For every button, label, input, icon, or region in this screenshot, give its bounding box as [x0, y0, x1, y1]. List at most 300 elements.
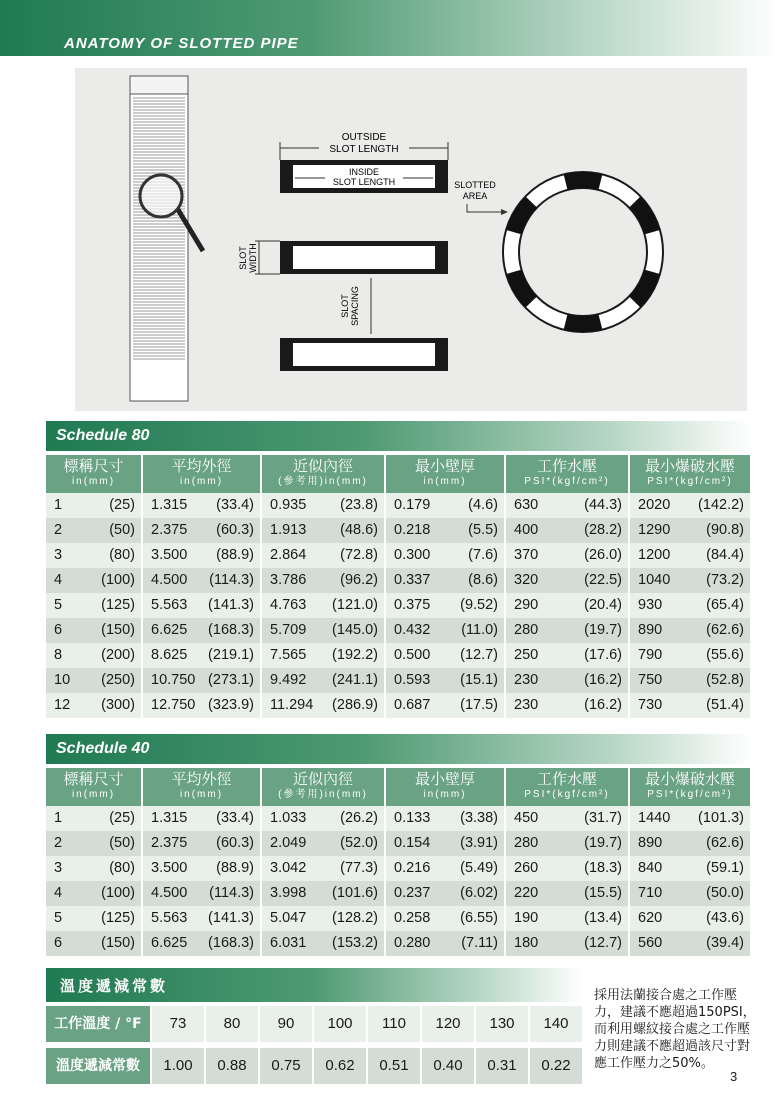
column-header-unit: (參考用)in(mm): [278, 789, 368, 800]
cell-imperial-value: 2.864: [270, 547, 307, 563]
cell-metric-value: (9.52): [460, 597, 498, 613]
cell-imperial-value: 4.763: [270, 597, 307, 613]
table-cell: [262, 618, 386, 643]
table-cell: [262, 806, 386, 831]
cell-metric-value: (60.3): [216, 835, 254, 851]
cell-metric-value: (15.1): [460, 672, 498, 688]
cell-metric-value: (15.5): [584, 885, 622, 901]
cell-metric-value: (88.9): [216, 860, 254, 876]
cell-imperial-value: 12: [54, 697, 71, 713]
table-cell: [506, 881, 630, 906]
table-cell: [506, 543, 630, 568]
cell-metric-value: (60.3): [216, 522, 254, 538]
table-cell: [386, 881, 506, 906]
table-cell: [506, 806, 630, 831]
cell-metric-value: (96.2): [340, 572, 378, 588]
column-header-unit: in(mm): [179, 476, 224, 487]
cell-metric-value: (48.6): [340, 522, 378, 538]
cell-metric-value: (6.55): [460, 910, 498, 926]
column-header: [630, 768, 752, 806]
cell-metric-value: (50.0): [706, 885, 744, 901]
cell-metric-value: (77.3): [340, 860, 378, 876]
cell-metric-value: (39.4): [706, 935, 744, 951]
cell-imperial-value: 4.500: [151, 572, 188, 588]
cell-imperial-value: 1.315: [151, 497, 188, 513]
cell-metric-value: (90.8): [706, 522, 744, 538]
cell-metric-value: (12.7): [584, 935, 622, 951]
cell-imperial-value: 5.563: [151, 597, 188, 613]
table-cell: [506, 493, 630, 518]
cell-imperial-value: 1040: [638, 572, 671, 588]
cell-imperial-value: 5.047: [270, 910, 307, 926]
temperature-value: 90: [260, 1006, 312, 1042]
cell-metric-value: (300): [101, 697, 135, 713]
cell-metric-value: (17.5): [460, 697, 498, 713]
temperature-value: 120: [422, 1006, 474, 1042]
cell-metric-value: (80): [109, 547, 135, 563]
table-cell: [386, 643, 506, 668]
cell-imperial-value: 0.593: [394, 672, 431, 688]
cell-metric-value: (125): [101, 597, 135, 613]
table-cell: [46, 643, 143, 668]
inside-slot-length-label-2: SLOT LENGTH: [332, 177, 396, 187]
table-cell: [262, 856, 386, 881]
column-header-title: 最小爆破水壓: [644, 457, 735, 475]
cell-imperial-value: 3: [54, 860, 63, 876]
cell-imperial-value: 1: [54, 810, 63, 826]
cell-imperial-value: 3.786: [270, 572, 307, 588]
cell-imperial-value: 0.500: [394, 647, 431, 663]
cell-metric-value: (62.6): [706, 835, 744, 851]
cell-imperial-value: 1: [54, 497, 63, 513]
cell-imperial-value: 6: [54, 622, 63, 638]
cell-imperial-value: 1440: [638, 810, 671, 826]
schedule80-table: [46, 455, 752, 718]
cell-imperial-value: 1.315: [151, 810, 188, 826]
cell-imperial-value: 400: [514, 522, 539, 538]
column-header: [386, 768, 506, 806]
schedule40-title-bar: [46, 734, 752, 764]
slotted-area-label-2: AREA: [462, 191, 488, 201]
cell-imperial-value: 6.625: [151, 622, 188, 638]
table-cell: [630, 831, 752, 856]
cell-imperial-value: 7.565: [270, 647, 307, 663]
column-header-title: 標稱尺寸: [63, 457, 124, 475]
column-header: [46, 768, 143, 806]
table-cell: [630, 856, 752, 881]
table-cell: [143, 518, 262, 543]
cell-imperial-value: 3: [54, 547, 63, 563]
factor-value: 0.31: [476, 1048, 528, 1084]
cell-metric-value: (8.6): [468, 572, 498, 588]
cell-metric-value: (16.2): [584, 672, 622, 688]
cell-metric-value: (150): [101, 622, 135, 638]
cell-imperial-value: 2: [54, 522, 63, 538]
cell-imperial-value: 230: [514, 697, 539, 713]
table-cell: [46, 856, 143, 881]
table-cell: [46, 693, 143, 718]
cell-metric-value: (13.4): [584, 910, 622, 926]
cell-metric-value: (33.4): [216, 497, 254, 513]
slot-width-label-1: SLOT: [238, 246, 248, 270]
table-cell: [46, 543, 143, 568]
cell-metric-value: (7.6): [468, 547, 498, 563]
table-cell: [143, 806, 262, 831]
temperature-value: 110: [368, 1006, 420, 1042]
cell-imperial-value: 1290: [638, 522, 671, 538]
table-cell: [506, 693, 630, 718]
diagram-svg: [75, 68, 747, 411]
cell-imperial-value: 260: [514, 860, 539, 876]
cell-metric-value: (145.0): [332, 622, 378, 638]
column-header-unit: in(mm): [423, 476, 467, 487]
table-cell: [46, 831, 143, 856]
table-cell: [630, 693, 752, 718]
table-cell: [386, 831, 506, 856]
table-cell: [46, 668, 143, 693]
table-cell: [143, 493, 262, 518]
temperature-value: 100: [314, 1006, 366, 1042]
table-cell: [262, 643, 386, 668]
cell-imperial-value: 2.049: [270, 835, 307, 851]
table-cell: [630, 931, 752, 956]
table-cell: [386, 593, 506, 618]
cell-imperial-value: 0.179: [394, 497, 431, 513]
cell-imperial-value: 10.750: [151, 672, 196, 688]
table-cell: [262, 693, 386, 718]
cell-metric-value: (16.2): [584, 697, 622, 713]
cell-imperial-value: 2020: [638, 497, 671, 513]
slot-spacing-label-2: SPACING: [350, 286, 360, 326]
column-header-unit: PSI*(kgf/cm²): [524, 476, 610, 487]
table-cell: [143, 881, 262, 906]
table-cell: [143, 668, 262, 693]
table-cell: [143, 693, 262, 718]
table-cell: [630, 518, 752, 543]
column-header-title: 平均外徑: [171, 770, 232, 788]
table-cell: [46, 568, 143, 593]
cell-metric-value: (273.1): [208, 672, 254, 688]
factor-value: 0.88: [206, 1048, 258, 1084]
cell-imperial-value: 2: [54, 835, 63, 851]
table-cell: [143, 831, 262, 856]
ring-slot-segment: [564, 314, 603, 332]
cell-imperial-value: 5.709: [270, 622, 307, 638]
column-header: [143, 455, 262, 493]
table-cell: [386, 568, 506, 593]
outside-slot-length-label-1: OUTSIDE: [341, 132, 387, 143]
cell-imperial-value: 0.280: [394, 935, 431, 951]
cell-metric-value: (241.1): [332, 672, 378, 688]
cell-metric-value: (25): [109, 810, 135, 826]
column-header: [386, 455, 506, 493]
column-header-unit: PSI*(kgf/cm²): [524, 789, 610, 800]
cell-metric-value: (323.9): [208, 697, 254, 713]
cell-metric-value: (121.0): [332, 597, 378, 613]
table-cell: [386, 931, 506, 956]
cell-metric-value: (141.3): [208, 597, 254, 613]
temperature-row-label: 工作溫度 / °F: [46, 1006, 150, 1042]
column-header-unit: PSI*(kgf/cm²): [647, 789, 733, 800]
schedule40-title: Schedule 40: [56, 740, 150, 757]
cell-metric-value: (72.8): [340, 547, 378, 563]
column-header-unit: in(mm): [71, 476, 116, 487]
column-header-unit: in(mm): [423, 789, 467, 800]
cell-metric-value: (153.2): [332, 935, 378, 951]
cell-imperial-value: 0.432: [394, 622, 431, 638]
cell-imperial-value: 10: [54, 672, 71, 688]
cell-metric-value: (168.3): [208, 622, 254, 638]
cell-imperial-value: 890: [638, 622, 663, 638]
table-cell: [630, 543, 752, 568]
table-cell: [506, 668, 630, 693]
bottom-slot-rect: [280, 338, 448, 371]
factor-row-label: 溫度遞減常數: [46, 1048, 150, 1084]
cell-metric-value: (18.3): [584, 860, 622, 876]
table-cell: [630, 806, 752, 831]
table-cell: [386, 518, 506, 543]
cell-metric-value: (3.91): [460, 835, 498, 851]
table-cell: [262, 668, 386, 693]
cell-imperial-value: 190: [514, 910, 539, 926]
column-header-title: 平均外徑: [171, 457, 232, 475]
cell-imperial-value: 180: [514, 935, 539, 951]
table-cell: [506, 643, 630, 668]
pipe-illustration: [130, 76, 188, 401]
column-header-title: 最小壁厚: [414, 457, 475, 475]
cell-metric-value: (73.2): [706, 572, 744, 588]
ring-slot-segment: [564, 172, 603, 190]
cell-imperial-value: 0.687: [394, 697, 431, 713]
cell-imperial-value: 280: [514, 835, 539, 851]
cell-imperial-value: 6: [54, 935, 63, 951]
factor-value: 0.75: [260, 1048, 312, 1084]
table-cell: [262, 831, 386, 856]
cell-imperial-value: 0.300: [394, 547, 431, 563]
cell-imperial-value: 4: [54, 885, 63, 901]
cell-metric-value: (84.4): [706, 547, 744, 563]
cell-imperial-value: 220: [514, 885, 539, 901]
cell-imperial-value: 1.033: [270, 810, 307, 826]
factor-value: 1.00: [152, 1048, 204, 1084]
cell-imperial-value: 840: [638, 860, 663, 876]
cell-metric-value: (80): [109, 860, 135, 876]
cell-metric-value: (128.2): [332, 910, 378, 926]
table-cell: [386, 906, 506, 931]
cell-metric-value: (62.6): [706, 622, 744, 638]
table-cell: [46, 881, 143, 906]
column-header-title: 工作水壓: [536, 770, 597, 788]
cell-metric-value: (50): [109, 522, 135, 538]
inside-slot-length-label-1: INSIDE: [348, 167, 380, 177]
table-cell: [262, 593, 386, 618]
cell-metric-value: (55.6): [706, 647, 744, 663]
cell-imperial-value: 9.492: [270, 672, 307, 688]
table-cell: [386, 856, 506, 881]
table-cell: [506, 831, 630, 856]
column-header-unit: PSI*(kgf/cm²): [647, 476, 733, 487]
cell-imperial-value: 12.750: [151, 697, 196, 713]
cell-metric-value: (114.3): [209, 572, 254, 588]
table-cell: [630, 906, 752, 931]
cell-metric-value: (88.9): [216, 547, 254, 563]
cell-imperial-value: 710: [638, 885, 663, 901]
cell-imperial-value: 5.563: [151, 910, 188, 926]
cell-imperial-value: 620: [638, 910, 663, 926]
temperature-value: 140: [530, 1006, 582, 1042]
schedule80-title: Schedule 80: [56, 427, 150, 444]
column-header-title: 近似內徑: [292, 770, 353, 788]
table-cell: [506, 618, 630, 643]
column-header: [262, 768, 386, 806]
column-header-title: 最小壁厚: [414, 770, 475, 788]
cell-imperial-value: 630: [514, 497, 539, 513]
cell-metric-value: (192.2): [332, 647, 378, 663]
cell-metric-value: (286.9): [332, 697, 378, 713]
table-cell: [46, 906, 143, 931]
cell-metric-value: (11.0): [461, 622, 498, 638]
table-cell: [46, 931, 143, 956]
cell-imperial-value: 5: [54, 597, 63, 613]
table-cell: [262, 881, 386, 906]
cell-metric-value: (26.0): [584, 547, 622, 563]
cell-metric-value: (28.2): [584, 522, 622, 538]
table-cell: [386, 693, 506, 718]
cell-metric-value: (101.3): [698, 810, 744, 826]
table-cell: [386, 493, 506, 518]
table-cell: [386, 543, 506, 568]
cell-imperial-value: 8: [54, 647, 63, 663]
table-cell: [386, 806, 506, 831]
cell-metric-value: (7.11): [461, 935, 498, 951]
table-cell: [143, 856, 262, 881]
schedule40-table: [46, 768, 752, 956]
column-header-unit: (參考用)in(mm): [278, 476, 368, 487]
schedule80-title-bar: [46, 421, 752, 451]
cell-metric-value: (4.6): [468, 497, 498, 513]
temperature-table: [46, 1006, 582, 1090]
column-header-title: 工作水壓: [536, 457, 597, 475]
cell-imperial-value: 890: [638, 835, 663, 851]
cell-imperial-value: 0.133: [394, 810, 431, 826]
page-number: 3: [730, 1069, 738, 1084]
table-cell: [506, 568, 630, 593]
cell-metric-value: (43.6): [706, 910, 744, 926]
factor-value: 0.62: [314, 1048, 366, 1084]
cell-imperial-value: 250: [514, 647, 539, 663]
cross-section-ring: [503, 172, 663, 332]
cell-imperial-value: 290: [514, 597, 539, 613]
pressure-note: 採用法蘭接合處之工作壓力，建議不應超過150PSI，而利用螺紋接合處之工作壓力則建議不應超過該尺寸對應工作壓力之50%。: [594, 988, 756, 1071]
cell-imperial-value: 750: [638, 672, 663, 688]
cell-imperial-value: 280: [514, 622, 539, 638]
cell-metric-value: (150): [101, 935, 135, 951]
table-cell: [46, 806, 143, 831]
table-cell: [143, 643, 262, 668]
outside-slot-length-label-2: SLOT LENGTH: [329, 144, 399, 155]
table-cell: [506, 593, 630, 618]
cell-metric-value: (25): [109, 497, 135, 513]
cell-metric-value: (19.7): [584, 622, 622, 638]
cell-metric-value: (19.7): [584, 835, 622, 851]
cell-metric-value: (17.6): [584, 647, 622, 663]
table-cell: [386, 618, 506, 643]
table-cell: [262, 931, 386, 956]
table-cell: [46, 518, 143, 543]
factor-value: 0.40: [422, 1048, 474, 1084]
factor-value: 0.22: [530, 1048, 582, 1084]
cell-imperial-value: 0.935: [270, 497, 307, 513]
cell-imperial-value: 6.625: [151, 935, 188, 951]
table-cell: [143, 593, 262, 618]
table-cell: [630, 593, 752, 618]
table-cell: [46, 593, 143, 618]
cell-imperial-value: 0.237: [394, 885, 431, 901]
cell-imperial-value: 560: [638, 935, 663, 951]
cell-imperial-value: 11.294: [270, 697, 314, 713]
cell-imperial-value: 730: [638, 697, 663, 713]
cell-metric-value: (168.3): [208, 935, 254, 951]
cell-imperial-value: 2.375: [151, 522, 188, 538]
cell-metric-value: (52.0): [340, 835, 378, 851]
table-cell: [143, 906, 262, 931]
temperature-title: 溫度遞減常數: [60, 977, 169, 995]
table-cell: [630, 568, 752, 593]
table-cell: [506, 518, 630, 543]
cell-imperial-value: 2.375: [151, 835, 188, 851]
table-cell: [46, 493, 143, 518]
column-header: [630, 455, 752, 493]
table-cell: [262, 568, 386, 593]
cell-imperial-value: 3.500: [151, 860, 188, 876]
temperature-value: 73: [152, 1006, 204, 1042]
cell-metric-value: (52.8): [706, 672, 744, 688]
cell-imperial-value: 4.500: [151, 885, 188, 901]
cell-metric-value: (5.5): [468, 522, 498, 538]
temperature-value: 80: [206, 1006, 258, 1042]
table-cell: [143, 931, 262, 956]
cell-metric-value: (20.4): [584, 597, 622, 613]
cell-metric-value: (101.6): [332, 885, 378, 901]
cell-imperial-value: 230: [514, 672, 539, 688]
cell-imperial-value: 0.337: [394, 572, 431, 588]
column-header: [262, 455, 386, 493]
column-header-title: 標稱尺寸: [63, 770, 124, 788]
cell-imperial-value: 5: [54, 910, 63, 926]
table-cell: [143, 618, 262, 643]
column-header: [143, 768, 262, 806]
cell-imperial-value: 790: [638, 647, 663, 663]
table-cell: [46, 618, 143, 643]
cell-metric-value: (200): [101, 647, 135, 663]
cell-imperial-value: 930: [638, 597, 663, 613]
table-cell: [262, 543, 386, 568]
cell-metric-value: (250): [101, 672, 135, 688]
cell-metric-value: (142.2): [698, 497, 744, 513]
cell-metric-value: (125): [101, 910, 135, 926]
cell-imperial-value: 0.218: [394, 522, 431, 538]
slotted-pipe-diagram: [75, 68, 747, 411]
cell-metric-value: (219.1): [208, 647, 254, 663]
temperature-value: 130: [476, 1006, 528, 1042]
column-header-unit: in(mm): [71, 789, 116, 800]
cell-imperial-value: 1200: [638, 547, 671, 563]
cell-metric-value: (6.02): [460, 885, 498, 901]
cell-imperial-value: 3.042: [270, 860, 307, 876]
cell-metric-value: (50): [109, 835, 135, 851]
temperature-row: [46, 1006, 582, 1042]
cell-metric-value: (22.5): [584, 572, 622, 588]
